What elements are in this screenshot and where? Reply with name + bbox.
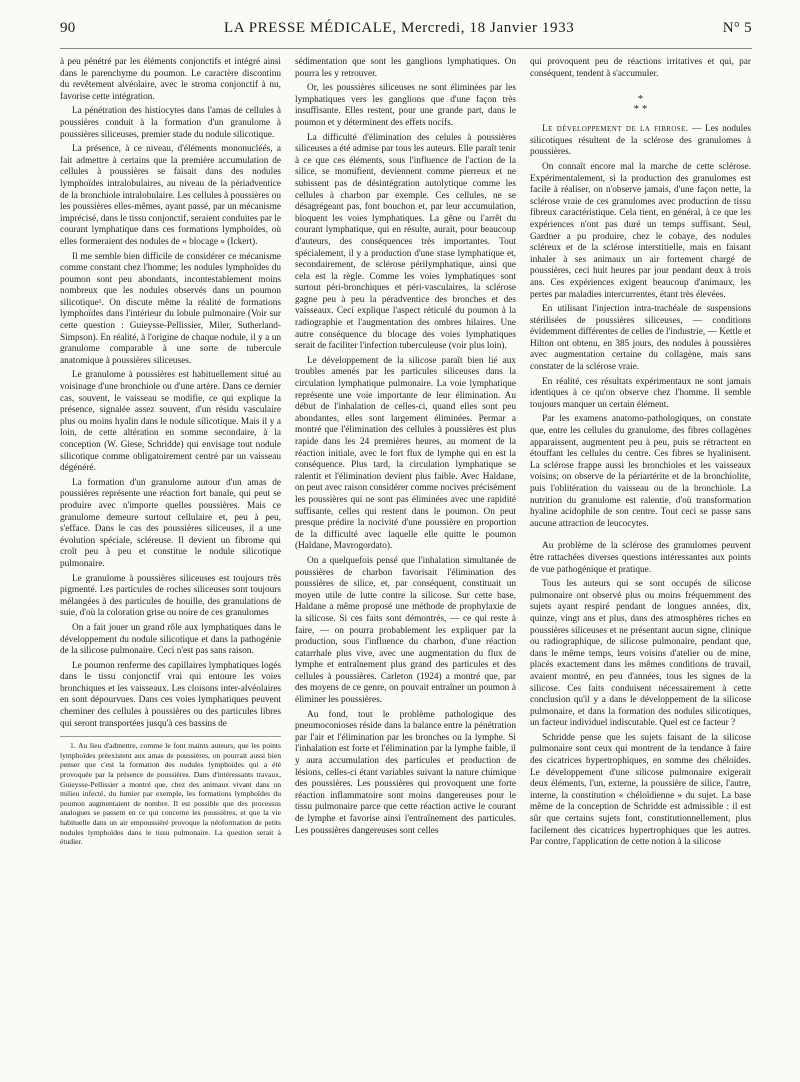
footnote xyxy=(60,736,281,847)
journal-title: LA PRESSE MÉDICALE, Mercredi, 18 Janvier 1933 xyxy=(224,20,575,36)
paragraph: La pénétration des histiocytes dans l'amas de cellules à poussières conduit à la formation d'un granulome à poussières siliceuses, premier stade du nodule silicotique. xyxy=(60,106,281,140)
section-heading-paragraph xyxy=(530,124,751,159)
paragraph: Au problème de la sclérose des granulomes peuvent être rattachées diverses questions intéressantes aux points de vue pathogénique et pratique. xyxy=(530,541,751,575)
paragraph: Par les examens anatomo-pathologiques, on constate que, entre les cellules du granulome, des fibres collagènes apparaissent, augmentent peu à peu, puis se rétractent en étouffant les cellules du centre. Ces fibres se hyalinisent. La sclérose frappe aussi les bronchioles et les vaisseaux voisins; on observe de la périartérite et de la bronchiolite, puis l'oblitération du vaisseau ou de la bronchiole. La nutrition du granulome est ralentie, d'où transformation hyaline acidophile de son centre. Tout ceci se passe sans aucune attraction de leucocytes. xyxy=(530,414,751,529)
paragraph: sédimentation que sont les ganglions lymphatiques. On pourra les y retrouver. xyxy=(295,57,516,79)
paragraph: à peu pénétré par les éléments conjonctifs et intégré ainsi dans le parenchyme du poumon. Le caractère discontinu du revêtement alvéolaire, avec le stroma conjonctif à nu, favorise cette intégration. xyxy=(60,57,281,102)
paragraph: En réalité, ces résultats expérimentaux ne sont jamais identiques à ce qu'on observe chez l'homme. Il semble toujours manquer un certain élément. xyxy=(530,376,751,410)
paragraph: Or, les poussières siliceuses ne sont éliminées par les lymphatiques vers les ganglions que d'une façon très insuffisante. Elles restent, pour une grande part, dans le poumon et y déterminent des effets nocifs. xyxy=(295,83,516,128)
paragraph: La présence, à ce niveau, d'éléments mononucléés, a fait admettre à certains que la première accumulation de cellules à poussières se faisait dans des nodules lymphoïdes intralobulaires, au niveau de la périadventice de la bronchiole intralobulaire. Les cellules à poussières ou les poussières elles-mêmes, ayant passé, par un mécanisme imprécisé, dans le tissu conjonctif, seraient conduites par le courant lymphatique dans ces formations lymphoïdes, où elles formeraient des nodules de « blocage » (Ickert). xyxy=(60,144,281,247)
column-3 xyxy=(530,57,751,1067)
paragraph: La difficulté d'élimination des celules à poussières siliceuses a été admise par tous les auteurs. Elle paraît tenir à ce que ces éléments, sous l'influence de l'action de la silice, se momifient, deviennent comme pierreux et ne subissent pas de désintégration autolytique comme les cellules à charbon par exemple. Ces cellules, ne se désagrégeant pas, font bouchon et, par leur accumulation, bloquent les voies lymphatiques. La gêne ou l'arrêt du courant lymphatique, qui en résulte, aurait, pour beaucoup d'auteurs, des conséquences très importantes. Tout spécialement, il y a production d'une stase lymphatique et, secondairement, de sclérose périlymphatique, ainsi que cela est la règle. Comme les voies lymphatiques sont surtout péri-bronchiques et péri-vasculaires, la sclérose gagne peu à peu la péradventice des bronches et des vaisseaux. Ceci explique l'aspect réticulé du poumon à la radiographie et l'augmentation des ombres hilaires. Une autre conséquence du blocage des voies lymphatiques serait de faciliter l'infection tuberculeuse (voir plus loin). xyxy=(295,132,516,352)
section-separator xyxy=(530,94,751,114)
paragraph: En utilisant l'injection intra-trachéale de suspensions stérilisées de poussières siliceuses, — conditions évidemment différentes de celles de l'industrie, — Kettle et Hilton ont obtenu, en 385 jours, des nodules à poussières avec augmentation certaine du collagène, mais sans constater de la sclérose vraie. xyxy=(530,304,751,373)
paragraph: Tous les auteurs qui se sont occupés de silicose pulmonaire ont observé plus ou moins fréquemment des sujets ayant respiré pendant de longues années, dix, quinze, vingt ans et plus, dans des atmosphères riches en poussières siliceuses et ne présentant aucun signe, clinique ou radiographique, de silicose pulmonaire, pendant que, dans le même temps, leurs voisins d'atelier ou de mine, placés exactement dans les mêmes conditions de travail, avaient montré, en peu d'années, tous les signes de la silicose. Ces faits conduisent nécessairement à cette conclusion qu'il y a dans le développement de la silicose pulmonaire, et dans la formation des nodules silicotiques, un facteur individuel indiscutable. Quel est ce facteur ? xyxy=(530,579,751,729)
column-1 xyxy=(60,57,281,1067)
paragraph: La formation d'un granulome autour d'un amas de poussières représente une réaction fort banale, qui peut se produire avec n'importe quelles poussières. Mais ce granulome demeure surtout cellulaire et, peu à peu, s'efface. Dans le cas des poussières siliceuses, il a une évolution spéciale, scléreuse. Il devient un fibrome qui croît peu à peu et constitue le nodule silicotique pulmonaire. xyxy=(60,477,281,569)
paragraph: Il me semble bien difficile de considérer ce mécanisme comme constant chez l'homme; les nodules lymphoïdes du poumon sont peu abondants, incontestablement moins nombreux que les nodules observés dans un poumon silicotique¹. On discute même la réalité de formations lymphoïdes dans l'intérieur du lobule pulmonaire (Voir sur cette question : Guieysse-Pellissier, Miler, Sutherland-Simpson). En réalité, à l'origine de chaque nodule, il y a un granulome comparable à une sorte de tubercule anatomique à poussières siliceuses. xyxy=(60,251,281,366)
paragraph: qui provoquent peu de réactions irritatives et qui, par conséquent, tendent à s'accumuler. xyxy=(530,57,751,79)
paragraph: Le granulome à poussières est habituellement situé au voisinage d'une bronchiole ou d'une artère. Dans ce dernier cas, souvent, le vaisseau se modifie, ce qui explique la présence, signalée assez souvent, d'un résidu vasculaire plus ou moins hyalin dans le nodule silicotique. Mais il y a loin, de cette altération en somme secondaire, à la conception (W. Giese, Schridde) qui envisage tout nodule silicotique comme obligatoirement centré par un vaisseau dégénéré. xyxy=(60,370,281,474)
paragraph: On connaît encore mal la marche de cette sclérose. Expérimentalement, si la production des granulomes est facile à réaliser, on n'observe jamais, d'une façon nette, la sclérose vraie de ces granulomes avec production de tissu fibreux caractéristique. Cela tient, en général, à ce que les expériences n'ont pas duré un temps suffisant. Seul, Gardner a pu produire, chez le cobaye, des nodules scléreux et de la sclérose interstitielle, mais en faisant inhaler à ses animaux un air fortement chargé de poussières, ceci huit heures par jour pendant deux à trois ans. Ces expériences exigent beaucoup d'animaux, les pertes par maladies intercurrentes, étant très élevées. xyxy=(530,161,751,300)
text-columns xyxy=(60,57,752,1067)
paragraph: On a fait jouer un grand rôle aux lymphatiques dans le développement du nodule silicotique et dans la pathogénie de la silicose pulmonaire. Ceci n'est pas sans raison. xyxy=(60,622,281,657)
page-number: 90 xyxy=(60,20,76,36)
heading-continuation: — Les nodules silicotiques résultent de la sclérose des granulomes à poussières. xyxy=(530,124,751,158)
paragraph: Le poumon renferme des capillaires lymphatiques logés dans le tissu conjonctif vrai qui entoure les voies bronchiques et les vaisseaux. Les cloisons inter-alvéolaires en sont dépourvues. Dans ces voies lymphatiques peuvent cheminer des cellules à poussières ou des particules libres qui seront transportées jusqu'à ces bassins de xyxy=(60,660,281,729)
stars: * * xyxy=(633,103,648,116)
paragraph: On a quelquefois pensé que l'inhalation simultanée de poussières de charbon favorisait l'élimination des poussières de silice, et, par conséquent, constituait un moyen utile de lutte contre la silicose. Sur cette base, Haldane a même proposé une méthode de prophylaxie de la silicose. Si ces faits sont démontrés, — ce qui reste à faire, — on pourra probablement les expliquer par la production, sous l'influence du charbon, d'une réaction catarrhale plus vive, avec une augmentation du flux de lymphe et entraînement plus grand des particules et des cellules à poussières. Carleton (1924) a montré que, par des moyens de ce genre, on pouvait entraîner un poumon à éliminer les poussières. xyxy=(295,555,516,706)
footnote-text: 1. Au lieu d'admettre, comme le font maints auteurs, que les points lymphoïdes préexistent aux amas de poussières, on pourrait aussi bien penser que c'est la formation des nodules lymphoïdes qui a été provoquée par la présence de poussières. Dans d'intéressants travaux, Guieysse-Pellissier a montré que, chez des animaux vivant dans un milieu infecté, du fumier par exemple, les formations lymphoïdes du poumon augmentaient de nombre. Il est possible que des processus analogues se passent en ce qui concerne les poussières, et que la vie habituelle dans un air empoussiéré provoque la néoformation de petits nodules lymphoïdes dans le tissu pulmonaire. La question serait à étudier. xyxy=(60,741,281,847)
section-heading: Le développement de la fibrose. xyxy=(542,124,689,135)
paragraph: Le granulome à poussières siliceuses est toujours très pigmenté. Les particules de roches siliceuses sont toujours mélangées à des particules de houille, des granulations de suie, d'où la coloration grise ou noire de ces granulomes xyxy=(60,573,281,619)
star: * xyxy=(637,93,644,106)
page-header xyxy=(60,20,752,49)
column-2 xyxy=(295,57,516,1067)
issue-number: N° 5 xyxy=(722,20,752,36)
paragraph: Schridde pense que les sujets faisant de la silicose pulmonaire sont ceux qui montrent de la tendance à faire des cicatrices hypertrophiques, en somme des chéloïdes. Le développement d'une silicose pulmonaire exigerait deux éléments, l'un, externe, la poussière de silice, l'autre, interne, la constitution « chéloïdienne » du sujet. La base même de la conception de Schridde est admissible : il est sûr que certains sujets font, constitutionnellement, plus facilement des cicatrices hypertrophiques que les autres. Par contre, l'application de cette notion à la silicose xyxy=(530,732,751,848)
paragraph: Au fond, tout le problème pathologique des pneumoconioses réside dans la balance entre la pénétration par l'air et l'élimination par les bronches ou la lymphe. Si l'inhalation est forte et l'élimination par la lymphe faible, il y aura accumulation des particules et production de lésions, celles-ci étant variables suivant la nature chimique des poussières. Les poussières qui provoquent une forte réaction inflammatoire sont moins dangereuses pour le tissu pulmonaire parce que cette réaction active le courant de lymphe et favorise ainsi l'entraînement des particules. Les poussières dangereuses sont celles xyxy=(295,709,516,836)
paragraph: Le développement de la silicose paraît bien lié aux troubles amenés par les particules siliceuses dans la circulation lymphatique pulmonaire. La voie lymphatique représente une voie importante de leur élimination. Au début de l'inhalation de celles-ci, quand elles sont peu abondantes, elles sont largement éliminées. Permar a montré que l'élimination des cellules à poussières est plus rapide dans les 24 premières heures, au moment de la réaction initiale, avec le fort flux de lymphe qui en est la conséquence. Plus tard, la circulation lymphatique se ralentit et l'élimination devient plus faible. Avec Haldane, on peut avec raison considérer comme nocives précisément les poussières qui ne sont pas éliminées avec une rapidité suffisante, celles qui restent dans le poumon. On peut presque prédire la nocivité d'une poussière en proportion de la difficulté avec laquelle elle quitte le poumon (Haldane, Mavrogordato). xyxy=(295,355,516,552)
